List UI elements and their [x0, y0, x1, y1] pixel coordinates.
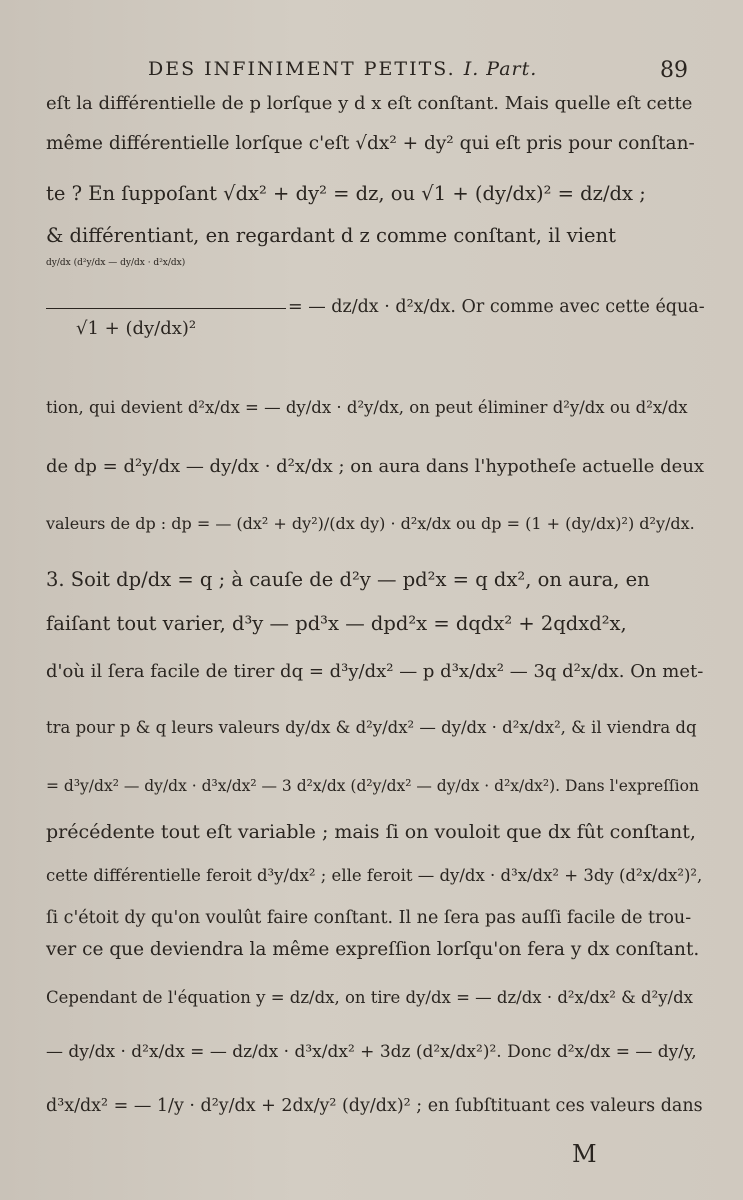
big-fraction-numerator: dy/dx (d²y/dx — dy/dx · d²x/dx) — [46, 258, 186, 268]
text-line-1: eſt la différentielle de p lorſque y d x eſt conſtant. Mais quelle eſt cette — [46, 93, 693, 114]
text-line-15: ſi c'étoit dy qu'on voulût faire conſtant. Il ne ſera pas auſſi facile de trou- — [46, 908, 692, 928]
text-line-16: ver ce que deviendra la même expreſſion lorſqu'on fera y dx conſtant. — [46, 939, 700, 960]
text-line-11: tra pour p & q leurs valeurs dy/dx & d²y/dx² — dy/dx · d²x/dx², & il viendra dq — [46, 718, 697, 737]
text-line-12: = d³y/dx² — dy/dx · d³x/dx² — 3 d²x/dx (d²y/dx² — dy/dx · d²x/dx²). Dans l'expreſſion — [46, 777, 699, 795]
part-label: I. Part. — [463, 58, 538, 80]
big-fraction-denominator: √1 + (dy/dx)² — [76, 318, 197, 339]
text-line-17: Cependant de l'équation y = dz/dx, on tire dy/dx = — dz/dx · d²x/dx² & d²y/dx — [46, 988, 693, 1007]
text-line-14: cette différentielle feroit d³y/dx² ; elle feroit — dy/dx · d³x/dx² + 3dy (d²x/dx²)², — [46, 866, 703, 885]
signature-mark: M — [572, 1140, 597, 1168]
fraction-bar — [46, 308, 286, 309]
text-line-3: te ? En ſuppoſant √dx² + dy² = dz, ou √1 + (dy/dx)² = dz/dx ; — [46, 182, 646, 205]
text-line-4: & différentiant, en regardant d z comme conſtant, il vient — [46, 224, 616, 247]
big-fraction — [46, 258, 286, 368]
text-line-8: 3. Soit dp/dx = q ; à cauſe de d²y — pd²x = q dx², on aura, en — [46, 568, 650, 591]
text-line-18: — dy/dx · d²x/dx = — dz/dx · d³x/dx² + 3dz (d²x/dx²)². Donc d²x/dx = — dy/y, — [46, 1042, 697, 1062]
running-title: DES INFINIMENT PETITS. — [148, 58, 456, 80]
text-line-10: d'où il ſera facile de tirer dq = d³y/dx² — p d³x/dx² — 3q d²x/dx. On met- — [46, 661, 704, 682]
text-line-6: de dp = d²y/dx — dy/dx · d²x/dx ; on aura dans l'hypotheſe actuelle deux — [46, 456, 705, 477]
text-line-2: même différentielle lorſque c'eſt √dx² + dy² qui eſt pris pour conſtan- — [46, 133, 695, 154]
text-line-5: tion, qui devient d²x/dx = — dy/dx · d²y/dx, on peut éliminer d²y/dx ou d²x/dx — [46, 398, 688, 417]
text-line-9: faiſant tout varier, d³y — pd³x — dpd²x = dqdx² + 2qdxd²x, — [46, 612, 627, 635]
text-line-7: valeurs de dp : dp = — (dx² + dy²)/(dx dy) · d²x/dx ou dp = (1 + (dy/dx)²) d²y/dx. — [46, 514, 695, 533]
big-fraction-continuation: = — dz/dx · d²x/dx. Or comme avec cette équa- — [288, 297, 705, 317]
page-number: 89 — [660, 58, 688, 83]
text-line-13: précédente tout eſt variable ; mais ſi on vouloit que dx fût conſtant, — [46, 821, 696, 843]
running-header — [148, 58, 688, 83]
text-line-19: d³x/dx² = — 1/y · d²y/dx + 2dx/y² (dy/dx)² ; en ſubſtituant ces valeurs dans — [46, 1096, 703, 1116]
